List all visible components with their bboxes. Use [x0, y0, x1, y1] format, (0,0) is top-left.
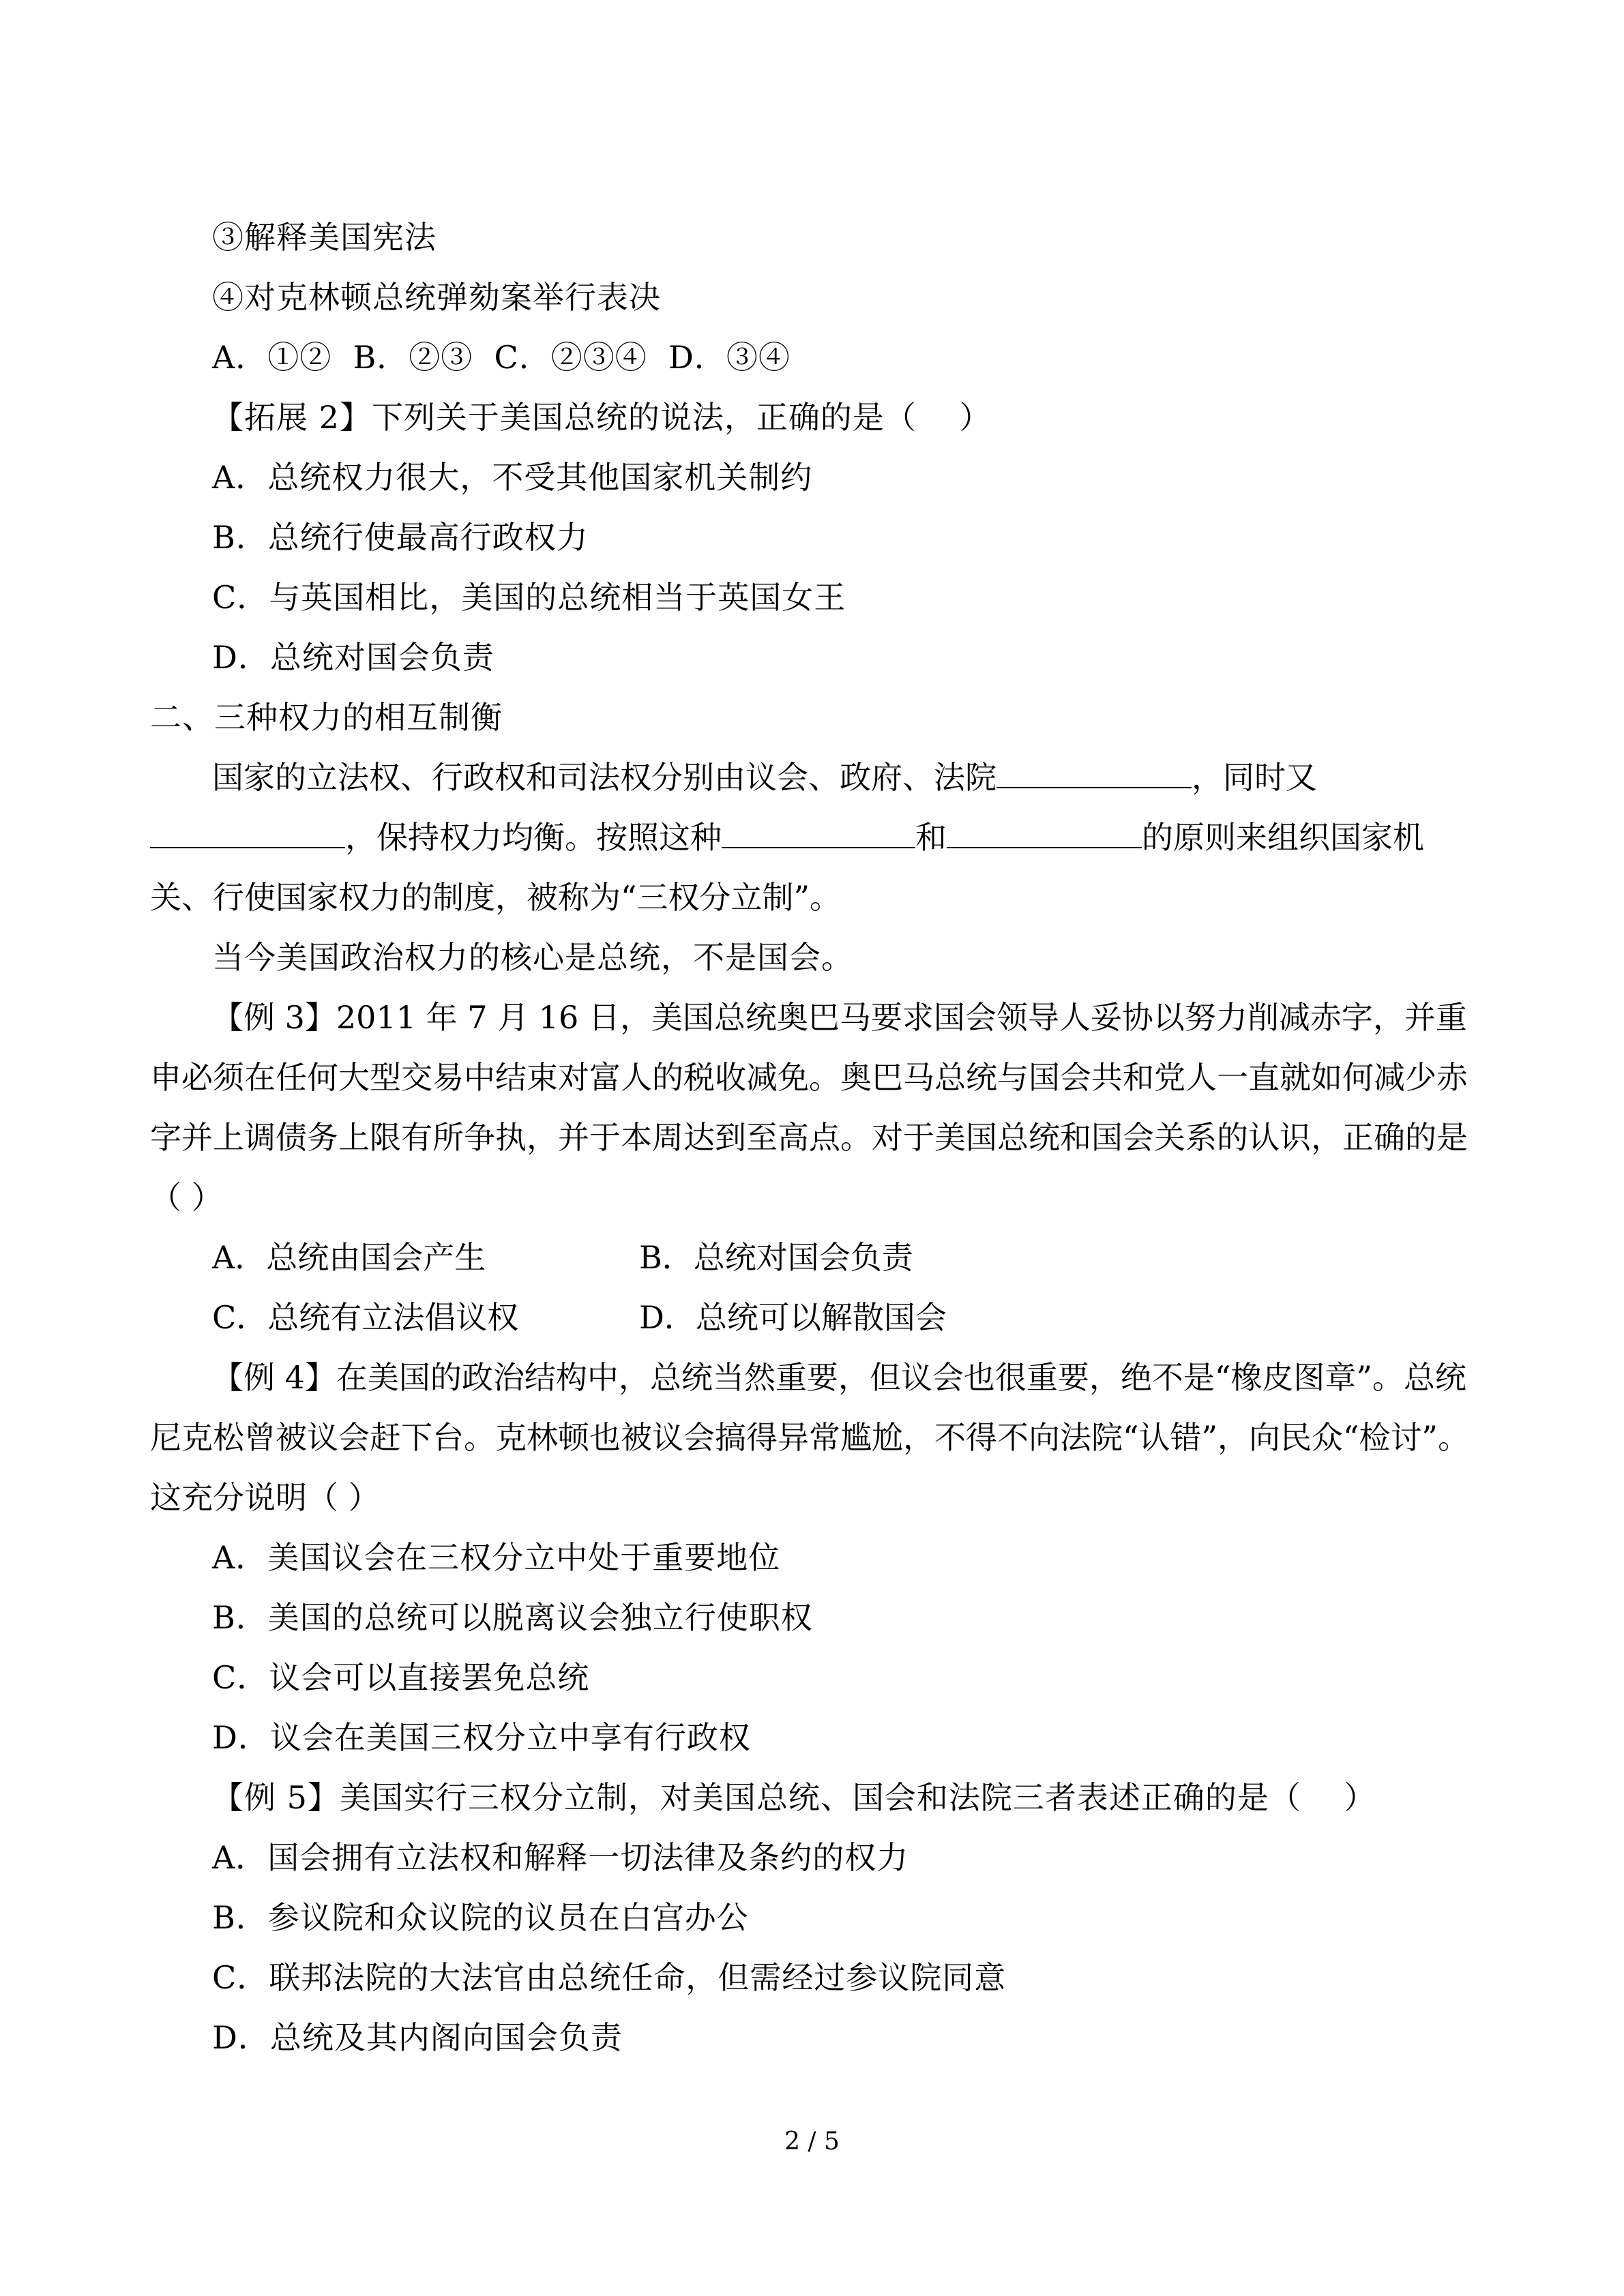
- example-5-choice-a: A．国会拥有立法权和解释一切法律及条约的权力: [212, 1839, 909, 1876]
- example-3-choices-row-2: [150, 1287, 1477, 1347]
- example-3-choice-c: C．总统有立法倡议权: [212, 1299, 519, 1336]
- example-3-choice-b: B．总统对国会负责: [639, 1239, 913, 1276]
- statement-line: 当今美国政治权力的核心是总统，不是国会。: [212, 939, 853, 976]
- example-3-choices-row-1: [150, 1227, 1477, 1287]
- para-text-5: 的原则来组织国家机关、行使国家权力的制度，被称为“三权分立制”。: [150, 819, 1424, 916]
- para-text-1: 国家的立法权、行政权和司法权分别由议会、政府、法院: [212, 759, 996, 796]
- example-4-question: 【例 4】在美国的政治结构中，总统当然重要，但议会也很重要，绝不是“橡皮图章”。总统尼克松曾被议会赶下台。克林顿也被议会搞得异常尴尬，不得不向法院“认错”，向民众“检讨”。这充分说明（ ）: [150, 1359, 1470, 1516]
- choice-d: D．总统对国会负责: [212, 639, 494, 676]
- example-5-question: 【例 5】美国实行三权分立制，对美国总统、国会和法院三者表述正确的是（ ）: [212, 1779, 1376, 1816]
- choice-c: C．与英国相比，美国的总统相当于英国女王: [212, 579, 846, 616]
- para-text-3: ，保持权力均衡。按照这种: [345, 819, 722, 856]
- choice-b: B．总统行使最高行政权力: [212, 519, 589, 556]
- example-3-question: 【例 3】2011 年 7 月 16 日，美国总统奥巴马要求国会领导人妥协以努力削减赤字，并重申必须在任何大型交易中结束对富人的税收减免。奥巴马总统与国会共和党人一直就如何减少赤字并上调债务上限有所争执，并于本周达到至高点。对于美国总统和国会关系的认识，正确的是（ ）: [150, 999, 1468, 1216]
- example-3-choice-a: A．总统由国会产生: [212, 1239, 486, 1276]
- para-text-2: ，同时又: [1192, 759, 1317, 796]
- choice-a: A．总统权力很大，不受其他国家机关制约: [212, 459, 813, 496]
- fill-blank-2[interactable]: [150, 816, 345, 848]
- example-4-choice-b: B．美国的总统可以脱离议会独立行使职权: [212, 1599, 813, 1636]
- example-4-choice-a: A．美国议会在三权分立中处于重要地位: [212, 1539, 781, 1576]
- answer-choices: A．①② B．②③ C．②③④ D．③④: [212, 339, 791, 376]
- page-number: 2 / 5: [784, 2128, 840, 2156]
- example-5-choice-d: D．总统及其内阁向国会负责: [212, 2019, 623, 2056]
- example-4-choice-d: D．议会在美国三权分立中享有行政权: [212, 1719, 751, 1756]
- fill-in-paragraph: [150, 747, 1477, 927]
- document-body: [150, 207, 1477, 2068]
- fill-blank-4[interactable]: [947, 816, 1142, 848]
- para-text-4: 和: [915, 819, 947, 856]
- question-extension-2: 【拓展 2】下列关于美国总统的说法，正确的是（ ）: [212, 399, 992, 436]
- example-5-choice-c: C．联邦法院的大法官由总统任命，但需经过参议院同意: [212, 1959, 1007, 1996]
- section-heading: 二、三种权力的相互制衡: [150, 699, 503, 736]
- example-4-choice-c: C．议会可以直接罢免总统: [212, 1659, 590, 1696]
- option-3: ③解释美国宪法: [212, 219, 437, 256]
- fill-blank-3[interactable]: [722, 816, 915, 848]
- option-4: ④对克林顿总统弹劾案举行表决: [212, 279, 661, 316]
- example-3-choice-d: D．总统可以解散国会: [639, 1299, 947, 1336]
- example-5-choice-b: B．参议院和众议院的议员在白宫办公: [212, 1899, 749, 1936]
- fill-blank-1[interactable]: [996, 756, 1192, 788]
